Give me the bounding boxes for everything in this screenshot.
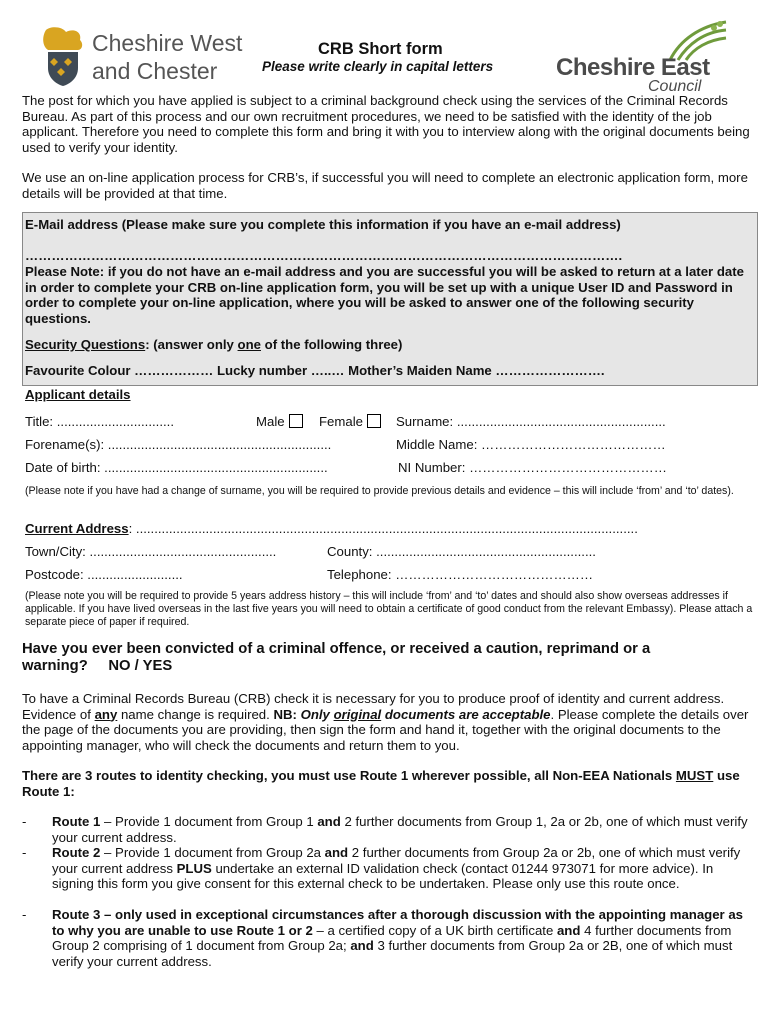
current-address-label: Current Address: [25, 521, 129, 536]
security-questions-label: Security Questions: [25, 337, 146, 352]
crb-docs: documents are acceptable: [381, 706, 551, 722]
surname-field[interactable]: Surname: .........................................................: [396, 414, 666, 429]
conviction-answer[interactable]: NO / YES: [108, 658, 173, 674]
route-2-label: Route 2: [52, 845, 101, 860]
route-2-and: and: [324, 845, 349, 860]
route-3-text-c: 3 further documents from Group 2a or 2B, one of which must verify your current address.: [52, 938, 733, 969]
conviction-question-text: Have you ever been convicted of a criminal offence, or received a caution, reprimand or a warning?: [22, 641, 651, 674]
current-address-field[interactable]: [25, 521, 638, 536]
cheshire-east-council: Council: [648, 78, 702, 95]
routes-intro-text: There are 3 routes to identity checking, you must use Route 1 wherever possible, all Non-EEA Nationals: [22, 768, 676, 783]
route-3-text-b: 4 further documents from Group 2 comprising of 1 document from Group 2a;: [52, 922, 732, 953]
cheshire-west-name-line2: and Chester: [92, 58, 218, 84]
route-3: [52, 907, 752, 969]
cheshire-west-crest-icon: [40, 26, 86, 86]
routes-intro-end: use Route 1:: [22, 768, 740, 799]
route-2: [52, 845, 752, 892]
female-label: Female: [319, 414, 363, 429]
town-field[interactable]: Town/City: ...................................................: [25, 544, 277, 559]
security-text-a: : (answer only: [145, 337, 238, 352]
route-3-and-2: and: [350, 938, 374, 953]
applicant-details-heading: Applicant details: [25, 387, 131, 402]
routes-intro: [22, 768, 752, 799]
route-2-text-b: 2 further documents from Group 2a or 2b, one of which must verify your current address: [52, 845, 741, 876]
route-3-and-1: and: [556, 922, 581, 938]
crb-text-a: To have a Criminal Records Bureau (CRB) check it is necessary for you to produce proof of identity and current address. Evidence of: [22, 691, 725, 722]
email-note: Please Note: if you do not have an e-mail address and you are successful you will be asked to return at a later date in order to complete your CRB on-line application form, you will be set up with a unique User ID and Password in order to complete your on-line application, where you will be asked to answer one of the following security questions.: [25, 264, 744, 326]
security-one: one: [237, 337, 261, 352]
cheshire-east-name: Cheshire East: [556, 54, 710, 81]
crb-any: any: [94, 706, 118, 722]
cheshire-west-name-line1: Cheshire West: [92, 30, 243, 56]
cheshire-east-logo: [556, 20, 736, 96]
route-1: [52, 814, 752, 845]
intro-paragraph-1: The post for which you have applied is subject to a criminal background check using the services of the Criminal Records Bureau. As part of this process and our own recruitment procedures, we need to be satisfied with the identity of the job applicant. Therefore you need to complete this form and bring it with you to interview along with the original documents being used to verify your identity.: [22, 93, 750, 155]
route-2-bullet: -: [22, 845, 27, 860]
dob-field[interactable]: Date of birth: .............................................................: [25, 460, 328, 475]
route-1-label: Route 1: [52, 814, 101, 829]
female-checkbox[interactable]: [367, 414, 381, 428]
crb-text-c: . Please complete the details over the page of the documents you are providing, then sign the form and hand it, together with the original documents to the appointing manager, who will check the documents and return them to you.: [22, 706, 749, 753]
telephone-field[interactable]: Telephone: ………………………………………: [327, 567, 594, 582]
current-address-dots: : .........................................................................................................................................: [128, 521, 638, 536]
route-3-bullet: -: [22, 907, 27, 922]
security-text-b: of the following three): [261, 337, 403, 352]
route-1-text-b: 2 further documents from Group 1, 2a or 2b, one of which must verify your current address.: [52, 814, 748, 845]
surname-change-note: (Please note if you have had a change of surname, you will be required to provide previous details and evidence – this will include ‘from’ and ‘to’ dates).: [25, 485, 734, 497]
crb-nb: NB:: [273, 706, 301, 722]
crb-only: Only: [300, 706, 334, 722]
female-option[interactable]: [319, 414, 381, 429]
ni-number-field[interactable]: NI Number: ………………………………………: [398, 460, 667, 475]
route-2-plus: PLUS: [176, 860, 212, 876]
postcode-field[interactable]: Postcode: ..........................: [25, 567, 183, 582]
route-3-bold: Route 3 – only used in exceptional circumstances after a thorough discussion with the appointing manager as to why you are unable to use Route 1 or 2: [52, 907, 744, 938]
routes-must: MUST: [675, 768, 714, 783]
email-input-line[interactable]: ……………………………………………………………………………………………………………………….: [25, 248, 623, 263]
middle-name-field[interactable]: Middle Name: ……………………………………: [396, 437, 666, 452]
male-option[interactable]: [256, 414, 303, 429]
crb-text-b: name change is required.: [117, 706, 274, 722]
email-heading: E-Mail address (Please make sure you complete this information if you have an e-mail address): [25, 217, 621, 232]
form-title: CRB Short form: [318, 40, 443, 58]
cheshire-west-logo: [40, 26, 270, 88]
crb-original: original: [333, 706, 382, 722]
security-question-fields[interactable]: Favourite Colour ……………… Lucky number …..… Mother’s Maiden Name …………………….: [25, 363, 605, 378]
route-2-text-c: undertake an external ID validation check (contact 01244 973071 for more advice). In signing this form you give consent for this external check to be undertaken. Please only use this route once.: [52, 860, 714, 891]
security-questions-line: [25, 337, 402, 353]
male-label: Male: [256, 414, 285, 429]
route-1-and: and: [317, 814, 341, 829]
intro-paragraph-2: We use an on-line application process for CRB’s, if successful you will need to complete an electronic application form, more details will be provided at that time.: [22, 170, 748, 201]
forenames-field[interactable]: Forename(s): .............................................................: [25, 437, 332, 452]
route-3-text-a: – a certified copy of a UK birth certificate: [312, 922, 557, 938]
crb-paragraph: [22, 691, 752, 753]
conviction-question: [22, 641, 702, 675]
route-2-text-a: – Provide 1 document from Group 2a: [100, 845, 325, 860]
county-field[interactable]: County: ............................................................: [327, 544, 596, 559]
title-field[interactable]: Title: ................................: [25, 414, 174, 429]
route-1-bullet: -: [22, 814, 27, 829]
form-subtitle: Please write clearly in capital letters: [262, 59, 494, 74]
male-checkbox[interactable]: [289, 414, 303, 428]
route-1-text-a: – Provide 1 document from Group 1: [100, 814, 318, 829]
address-history-note: (Please note you will be required to provide 5 years address history – this will include ‘from’ and ‘to’ dates and should also show overseas addresses if applicable. If you have lived overseas in the last five years you will need to obtain a certificate of good conduct from the relevant Embassy). Please attach a separate piece of paper if required.: [25, 590, 753, 628]
